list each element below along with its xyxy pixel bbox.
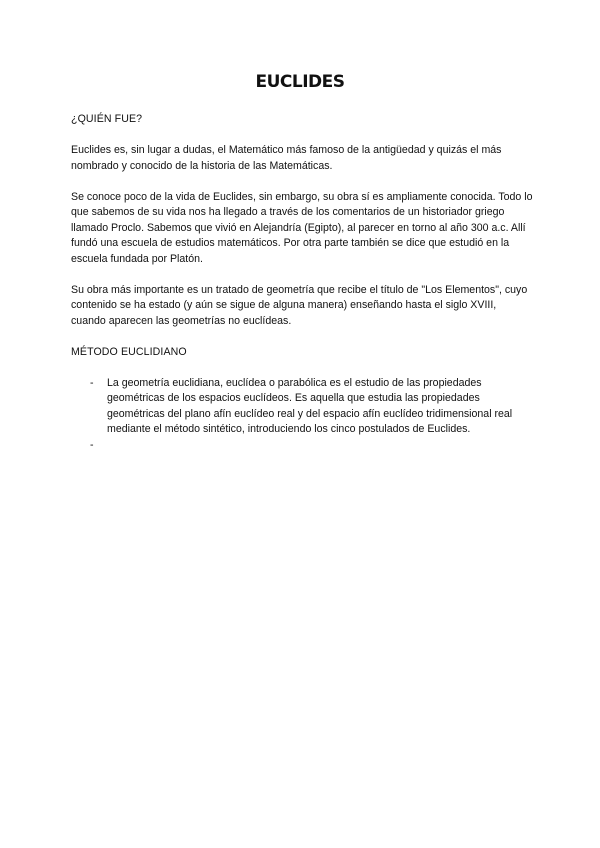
section-heading-quien-fue: ¿QUIÉN FUE? <box>71 113 143 125</box>
bullet-list <box>71 376 533 454</box>
section-heading-metodo: MÉTODO EUCLIDIANO <box>71 345 187 358</box>
dash-marker: - <box>90 438 94 451</box>
document-body <box>71 112 533 453</box>
document-title: EUCLIDES <box>255 72 345 92</box>
paragraph-intro: Euclides es, sin lugar a dudas, el Matemático más famoso de la antigüedad y quizás el más nombrado y conocido de la historia de las Matemáticas. <box>71 144 502 172</box>
list-item <box>71 438 533 454</box>
paragraph-obra: Su obra más importante es un tratado de geometría que recibe el título de "Los Elementos", cuyo contenido se ha estado (y aún se sigue de alguna manera) enseñando hasta el siglo XVIII, cuando aparecen las geometrías no euclídeas. <box>71 283 528 327</box>
list-item-text: La geometría euclidiana, euclídea o parabólica es el estudio de las propiedades geométricas de los espacios euclídeos. Es aquella que estudia las propiedades geométricas del plano afín euclídeo real y del espacio afín euclídeo tridimensional real mediante el método sintético, introduciendo los cinco postulados de Euclides. <box>107 376 513 435</box>
paragraph-vida: Se conoce poco de la vida de Euclides, sin embargo, su obra sí es ampliamente conocida. Todo lo que sabemos de su vida nos ha llegado a través de los comentarios de un historiador griego llamado Proclo. Sabemos que vivió en Alejandría (Egipto), al parecer en torno al año 300 a.c. Allí fundó una escuela de estudios matemáticos. Por otra parte también se dice que estudió en la escuela fundada por Platón. <box>71 190 533 265</box>
list-item <box>71 376 533 438</box>
dash-marker: - <box>90 376 94 389</box>
